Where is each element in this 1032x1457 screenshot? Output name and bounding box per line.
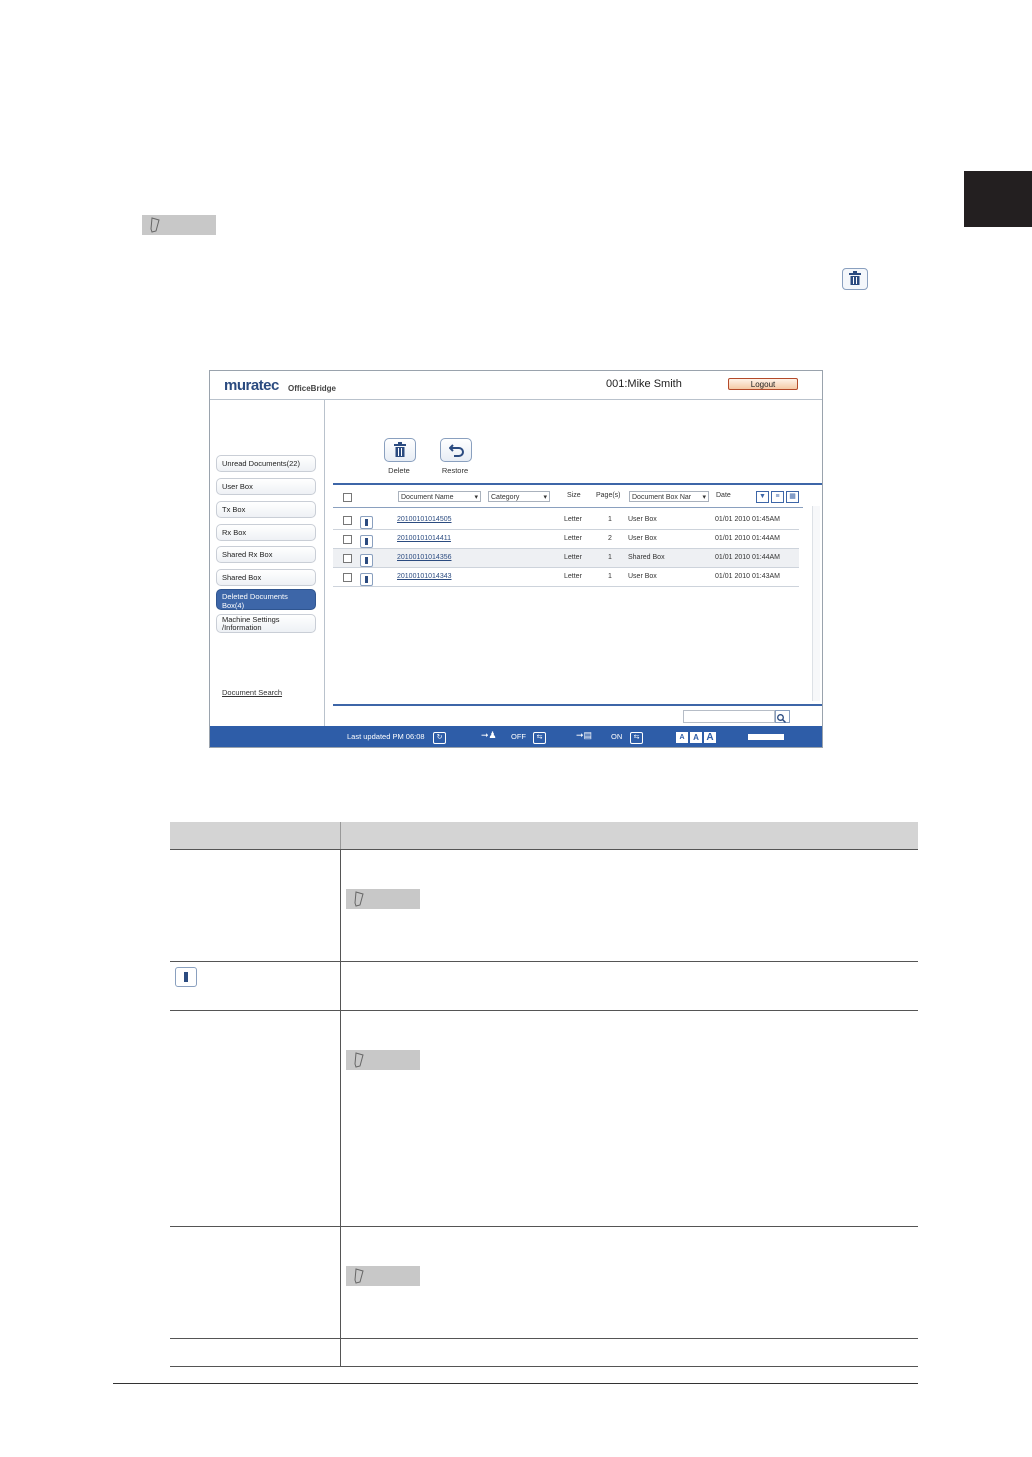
box-cell: User Box (628, 535, 657, 542)
officebridge-window (209, 370, 823, 748)
section-tab-marker (964, 171, 1032, 227)
document-name-sort[interactable]: Document Name ▾ (398, 491, 481, 502)
table-column-divider (340, 849, 341, 1366)
current-user: 001:Mike Smith (606, 378, 682, 390)
table-row[interactable] (333, 549, 799, 568)
user-transfer-icon: ➞♟ (481, 730, 497, 740)
size-cell: Letter (564, 516, 582, 523)
toggle1-switch-icon[interactable]: ⇆ (533, 732, 546, 744)
size-cell: Letter (564, 573, 582, 580)
table-row[interactable] (333, 511, 799, 530)
date-cell: 01/01 2010 01:43AM (715, 573, 780, 580)
toggle2-state: ON (611, 732, 623, 741)
page-footer-rule (113, 1383, 918, 1384)
row-checkbox[interactable] (343, 573, 352, 582)
box-cell: User Box (628, 573, 657, 580)
list-view-icon[interactable]: ≡ (771, 491, 784, 503)
info-icon[interactable] (360, 573, 373, 586)
font-size-small-button[interactable]: A (676, 732, 688, 743)
document-name-link[interactable]: 20100101014411 (397, 535, 451, 542)
sidebar-item-unread-documents[interactable]: Unread Documents(22) (216, 455, 316, 472)
sidebar-item-shared-rx-box[interactable]: Shared Rx Box (216, 546, 316, 563)
document-search-link[interactable]: Document Search (222, 688, 283, 697)
toggle1-state: OFF (511, 732, 526, 741)
date-cell: 01/01 2010 01:44AM (715, 554, 780, 561)
table-scrollbar[interactable] (812, 506, 820, 701)
row-checkbox[interactable] (343, 535, 352, 544)
last-updated-text: Last updated PM 06:08 (347, 732, 425, 741)
main-panel (325, 400, 822, 726)
date-column-header: Date (716, 492, 731, 499)
trash-icon (842, 268, 868, 290)
info-icon[interactable] (360, 554, 373, 567)
pages-column-header: Page(s) (596, 492, 621, 499)
table-rule (170, 1338, 918, 1339)
sidebar-item-rx-box[interactable]: Rx Box (216, 524, 316, 541)
box-name-sort[interactable]: Document Box Nar ▾ (629, 491, 709, 502)
row-checkbox[interactable] (343, 516, 352, 525)
pages-cell: 1 (608, 573, 612, 580)
sidebar-item-tx-box[interactable]: Tx Box (216, 501, 316, 518)
sidebar-item-deleted-documents-box[interactable]: Deleted Documents Box(4) (216, 589, 316, 610)
table-rule (170, 961, 918, 962)
refresh-icon[interactable]: ↻ (433, 732, 446, 744)
date-cell: 01/01 2010 01:45AM (715, 516, 780, 523)
status-bar (210, 726, 822, 747)
size-cell: Letter (564, 554, 582, 561)
table-row[interactable] (333, 568, 799, 587)
note-icon (346, 889, 420, 909)
row-checkbox[interactable] (343, 554, 352, 563)
table-header (333, 487, 803, 508)
sidebar-item-user-box[interactable]: User Box (216, 478, 316, 495)
zoom-slider[interactable] (748, 734, 784, 740)
font-size-medium-button[interactable]: A (690, 732, 702, 743)
document-name-link[interactable]: 20100101014343 (397, 573, 452, 580)
font-size-large-button[interactable]: A (704, 732, 716, 743)
note-icon (346, 1050, 420, 1070)
select-all-checkbox[interactable] (343, 493, 352, 502)
document-name-link[interactable]: 20100101014356 (397, 554, 452, 561)
box-cell: User Box (628, 516, 657, 523)
sidebar-item-machine-settings[interactable]: Machine Settings /Information (216, 614, 316, 633)
delete-label: Delete (388, 466, 410, 475)
table-rule (170, 1226, 918, 1227)
table-rule (170, 849, 918, 850)
sidebar (210, 400, 325, 726)
table-row[interactable] (333, 530, 799, 549)
table-top-bar (333, 483, 822, 485)
brand-logo: muratec (224, 377, 279, 394)
info-icon[interactable] (360, 535, 373, 548)
info-icon[interactable] (360, 516, 373, 529)
table-rule (170, 1366, 918, 1367)
date-cell: 01/01 2010 01:44AM (715, 535, 780, 542)
description-table-header (170, 822, 918, 849)
search-input[interactable] (683, 710, 775, 723)
sort-down-icon[interactable]: ▼ (756, 491, 769, 503)
size-column-header: Size (567, 492, 581, 499)
pages-cell: 1 (608, 554, 612, 561)
app-header (210, 371, 822, 400)
auto-refresh-icon: ➞▤ (576, 730, 593, 740)
category-filter[interactable]: Category ▾ (488, 491, 550, 502)
search-icon[interactable] (775, 710, 790, 723)
delete-button[interactable] (384, 438, 416, 462)
pages-cell: 1 (608, 516, 612, 523)
grid-view-icon[interactable]: ▦ (786, 491, 799, 503)
table-bottom-bar (333, 704, 822, 706)
restore-button[interactable] (440, 438, 472, 462)
logout-button[interactable]: Logout (728, 378, 798, 390)
toggle2-switch-icon[interactable]: ⇆ (630, 732, 643, 744)
document-name-link[interactable]: 20100101014505 (397, 516, 452, 523)
sidebar-item-shared-box[interactable]: Shared Box (216, 569, 316, 586)
brand-subtitle: OfficeBridge (288, 384, 337, 393)
restore-label: Restore (441, 466, 469, 475)
note-icon (346, 1266, 420, 1286)
note-icon (142, 215, 216, 235)
table-rule (170, 1010, 918, 1011)
box-cell: Shared Box (628, 554, 665, 561)
info-icon (175, 967, 197, 987)
pages-cell: 2 (608, 535, 612, 542)
size-cell: Letter (564, 535, 582, 542)
